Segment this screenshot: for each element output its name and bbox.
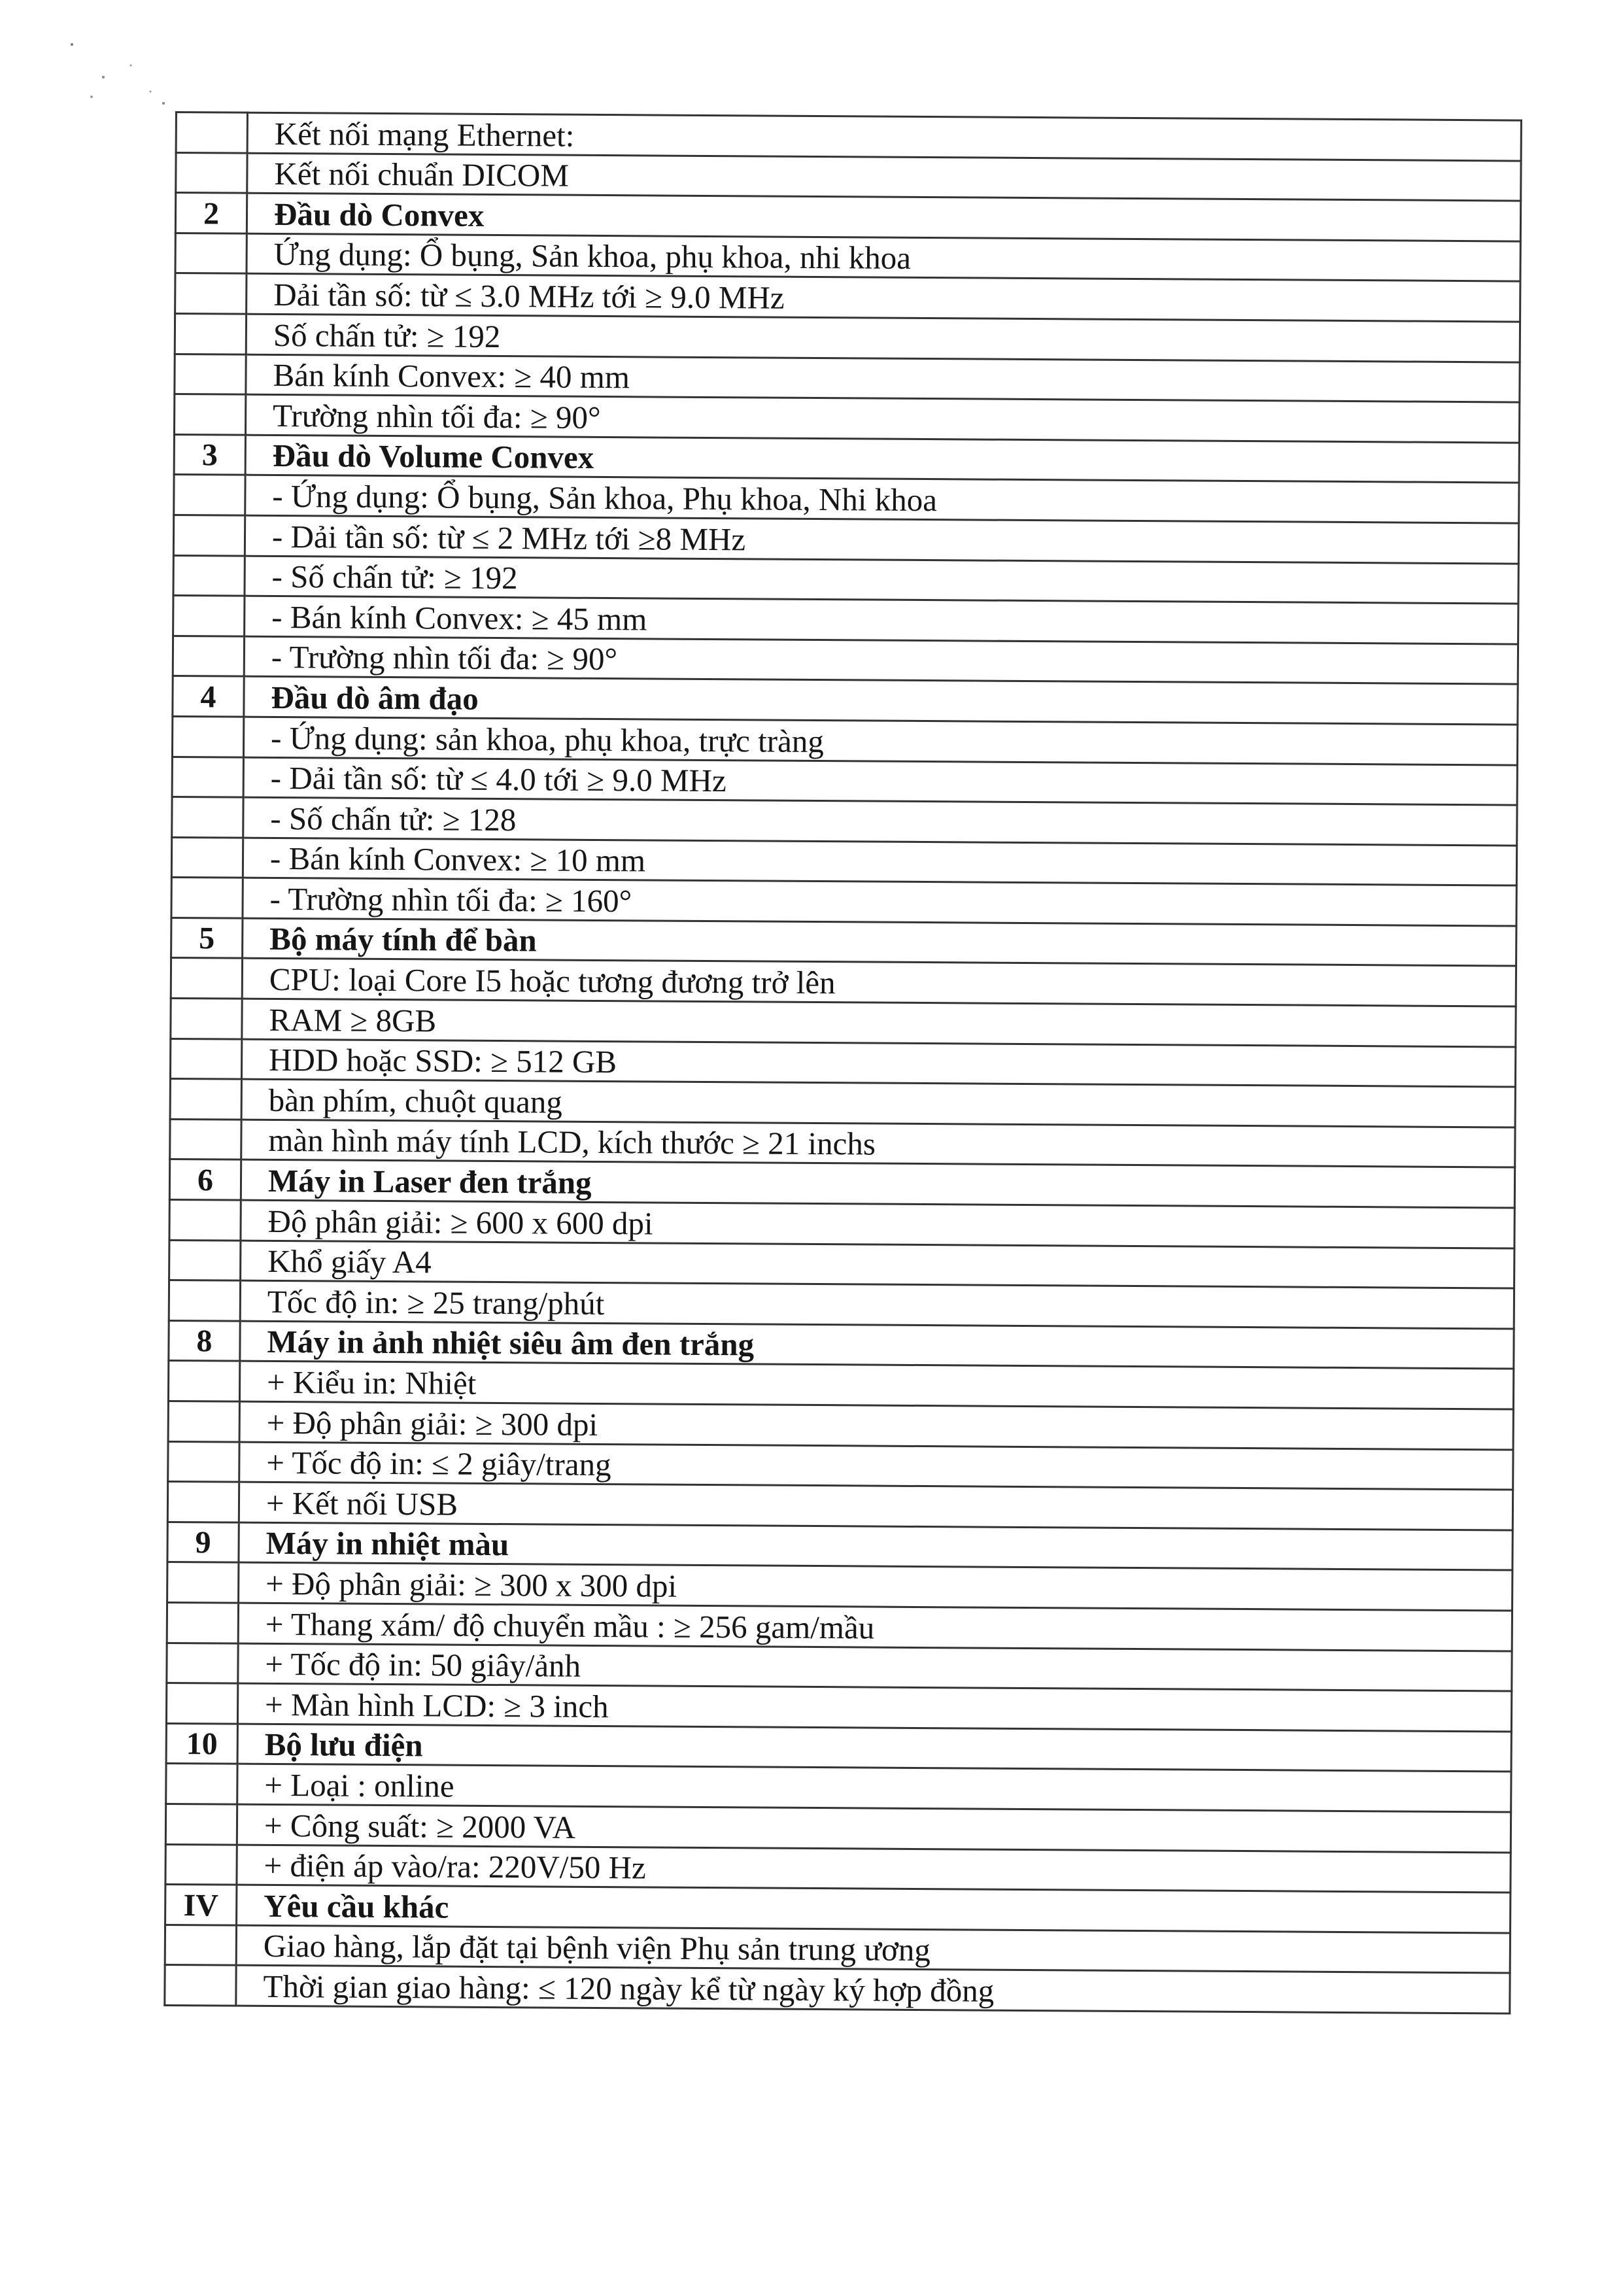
spec-text-cell: màn hình máy tính LCD, kích thước ≥ 21 inchs: [241, 1120, 1515, 1167]
spec-text-cell: Tốc độ in: ≥ 25 trang/phút: [240, 1280, 1514, 1328]
item-number-cell: 8: [169, 1320, 240, 1361]
item-number-cell: [165, 1965, 236, 2006]
item-number-cell: [170, 1119, 241, 1159]
item-number-cell: [173, 555, 245, 596]
item-number-cell: [173, 596, 245, 636]
section-title-cell: Máy in Laser đen trắng: [241, 1160, 1514, 1208]
item-number-cell: [176, 152, 247, 193]
spec-text-cell: - Số chấn tử: ≥ 128: [243, 797, 1517, 845]
item-number-cell: [165, 1804, 237, 1844]
item-number-cell: [172, 797, 243, 838]
spec-text-cell: - Bán kính Convex: ≥ 10 mm: [243, 838, 1516, 885]
item-number-cell: [169, 1240, 241, 1280]
spec-text-cell: - Bán kính Convex: ≥ 45 mm: [245, 596, 1518, 643]
spec-text-cell: Kết nối chuẩn DICOM: [247, 153, 1521, 201]
item-number-cell: [170, 1038, 241, 1079]
spec-text-cell: + Tốc độ in: ≤ 2 giây/trang: [239, 1442, 1513, 1490]
item-number-cell: [167, 1482, 239, 1522]
item-number-cell: [165, 1925, 236, 1965]
item-number-cell: [165, 1844, 237, 1885]
section-title-cell: Yêu cầu khác: [237, 1885, 1511, 1932]
specification-table-body: [165, 112, 1522, 2013]
item-number-cell: 2: [175, 193, 247, 233]
spec-text-cell: RAM ≥ 8GB: [242, 999, 1516, 1046]
item-number-cell: 4: [173, 676, 244, 717]
spec-text-cell: Số chấn tử: ≥ 192: [246, 314, 1520, 362]
spec-text-cell: Kết nối mạng Ethernet:: [247, 112, 1521, 160]
item-number-cell: [171, 878, 243, 918]
item-number-cell: 5: [171, 917, 243, 958]
spec-text-cell: - Dải tần số: từ ≤ 4.0 tới ≥ 9.0 MHz: [243, 757, 1517, 805]
spec-text-cell: Ứng dụng: Ổ bụng, Sản khoa, phụ khoa, nhi khoa: [247, 233, 1520, 281]
spec-text-cell: - Ứng dụng: sản khoa, phụ khoa, trực tràng: [243, 717, 1517, 764]
spec-text-cell: + Loại : online: [237, 1764, 1511, 1811]
spec-text-cell: - Ứng dụng: Ổ bụng, Sản khoa, Phụ khoa, Nhi khoa: [245, 475, 1519, 523]
item-number-cell: [167, 1602, 238, 1643]
spec-text-cell: Độ phân giải: ≥ 600 x 600 dpi: [241, 1200, 1514, 1248]
spec-text-cell: Dải tần số: từ ≤ 3.0 MHz tới ≥ 9.0 MHz: [247, 274, 1520, 322]
item-number-cell: [171, 999, 242, 1039]
item-number-cell: [174, 475, 245, 515]
spec-text-cell: - Dải tần số: từ ≤ 2 MHz tới ≥8 MHz: [245, 515, 1518, 563]
spec-text-cell: - Số chấn tử: ≥ 192: [245, 556, 1518, 604]
spec-text-cell: HDD hoặc SSD: ≥ 512 GB: [241, 1039, 1515, 1087]
spec-text-cell: + Kiểu in: Nhiệt: [239, 1362, 1513, 1409]
spec-text-cell: Khổ giấy A4: [241, 1241, 1514, 1288]
spec-text-cell: + Màn hình LCD: ≥ 3 inch: [237, 1683, 1511, 1731]
spec-text-cell: + Công suất: ≥ 2000 VA: [237, 1804, 1511, 1852]
spec-text-cell: + Thang xám/ độ chuyển mầu : ≥ 256 gam/mầu: [238, 1603, 1512, 1651]
section-title-cell: Đầu dò âm đạo: [244, 676, 1518, 724]
item-number-cell: [168, 1361, 239, 1401]
spec-text-cell: + Tốc độ in: 50 giây/ảnh: [238, 1643, 1512, 1691]
item-number-cell: [174, 394, 245, 435]
spec-text-cell: + Kết nối USB: [239, 1482, 1512, 1530]
item-number-cell: [175, 273, 247, 314]
spec-text-cell: CPU: loại Core I5 hoặc tương đương trở lên: [242, 959, 1516, 1006]
spec-text-cell: + Độ phân giải: ≥ 300 x 300 dpi: [239, 1563, 1512, 1611]
item-number-cell: [171, 837, 243, 878]
item-number-cell: [171, 958, 242, 999]
spec-text-cell: Giao hàng, lắp đặt tại bệnh viện Phụ sản trung ương: [236, 1925, 1510, 1973]
section-title-cell: Đầu dò Volume Convex: [245, 435, 1519, 483]
section-title-cell: Bộ lưu điện: [237, 1724, 1511, 1772]
spec-text-cell: bàn phím, chuột quang: [241, 1079, 1515, 1127]
section-title-cell: Máy in ảnh nhiệt siêu âm đen trắng: [240, 1321, 1514, 1369]
item-number-cell: [169, 1280, 240, 1321]
item-number-cell: [166, 1764, 237, 1804]
spec-text-cell: Trường nhìn tối đa: ≥ 90°: [245, 394, 1519, 442]
item-number-cell: [172, 757, 243, 797]
spec-text-cell: Thời gian giao hàng: ≤ 120 ngày kể từ ngày ký hợp đồng: [236, 1965, 1510, 2013]
spec-text-cell: - Trường nhìn tối đa: ≥ 160°: [243, 878, 1516, 925]
item-number-cell: [170, 1079, 241, 1120]
item-number-cell: [175, 354, 246, 394]
item-number-cell: [175, 233, 247, 273]
item-number-cell: 6: [169, 1159, 241, 1200]
item-number-cell: [168, 1401, 239, 1441]
section-title-cell: Đầu dò Convex: [247, 193, 1520, 241]
item-number-cell: 10: [166, 1723, 237, 1764]
spec-row: [165, 1965, 1510, 2013]
spec-text-cell: - Trường nhìn tối đa: ≥ 90°: [244, 636, 1518, 684]
scan-specks: [65, 39, 196, 118]
item-number-cell: [175, 313, 246, 354]
item-number-cell: [172, 716, 243, 757]
section-title-cell: Máy in nhiệt màu: [239, 1522, 1512, 1570]
item-number-cell: [168, 1441, 239, 1482]
item-number-cell: [169, 1200, 241, 1241]
item-number-cell: [167, 1562, 239, 1603]
item-number-cell: [176, 112, 247, 153]
specification-table: [163, 111, 1522, 2014]
item-number-cell: [167, 1643, 238, 1683]
spec-text-cell: + điện áp vào/ra: 220V/50 Hz: [237, 1845, 1511, 1893]
spec-text-cell: Bán kính Convex: ≥ 40 mm: [246, 354, 1520, 402]
section-title-cell: Bộ máy tính để bàn: [243, 918, 1516, 966]
item-number-cell: [166, 1683, 237, 1724]
item-number-cell: [173, 515, 245, 555]
item-number-cell: 9: [167, 1522, 239, 1562]
item-number-cell: 3: [174, 434, 245, 475]
item-number-cell: IV: [165, 1885, 237, 1925]
spec-text-cell: + Độ phân giải: ≥ 300 dpi: [239, 1401, 1513, 1449]
item-number-cell: [173, 636, 244, 676]
